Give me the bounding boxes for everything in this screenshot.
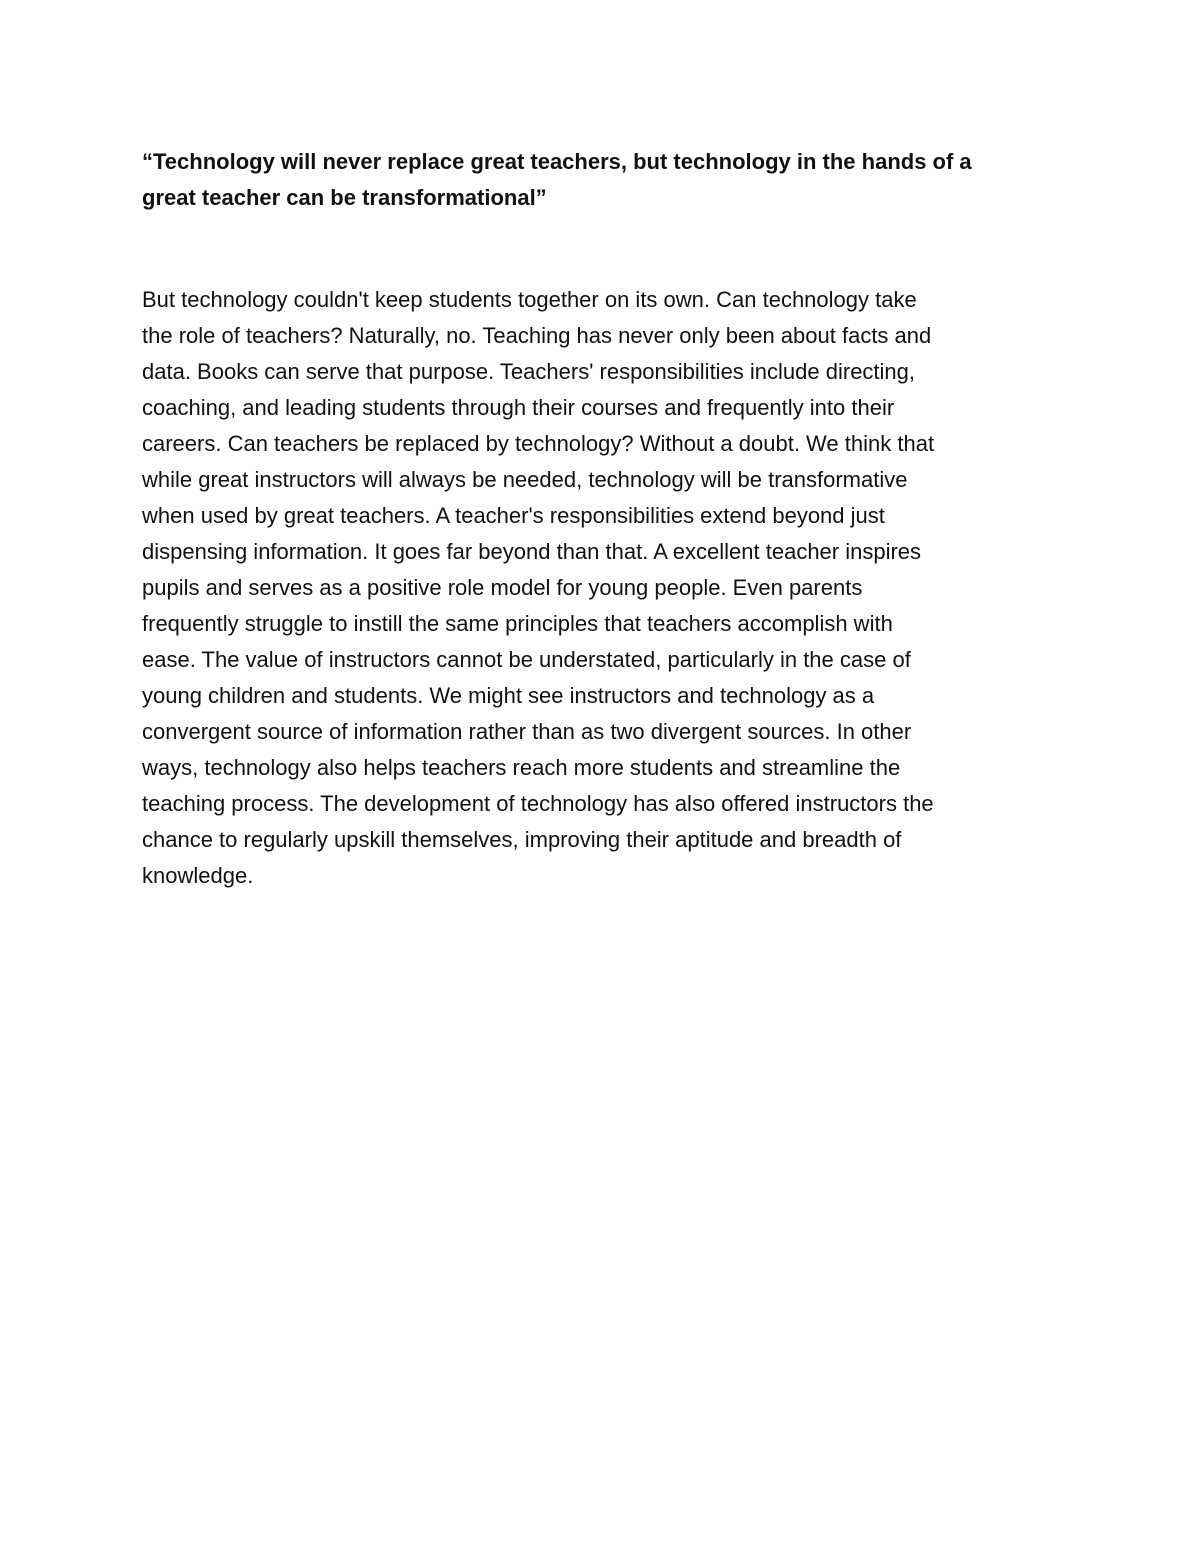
quote-title-line-2: great teacher can be transformational” [142, 185, 547, 210]
paragraph-line: coaching, and leading students through their courses and frequently into their [142, 395, 895, 420]
paragraph-line: while great instructors will always be needed, technology will be transformative [142, 467, 908, 492]
paragraph-line: the role of teachers? Naturally, no. Teaching has never only been about facts and [142, 323, 932, 348]
paragraph-line: chance to regularly upskill themselves, improving their aptitude and breadth of [142, 827, 902, 852]
paragraph-line: dispensing information. It goes far beyond than that. A excellent teacher inspires [142, 539, 922, 564]
quote-title-line-1: “Technology will never replace great teachers, but technology in the hands of a [142, 149, 972, 174]
paragraph-line: ways, technology also helps teachers reach more students and streamline the [142, 755, 901, 780]
paragraph-line: But technology couldn't keep students together on its own. Can technology take [142, 287, 917, 312]
paragraph-line: frequently struggle to instill the same principles that teachers accomplish with [142, 611, 893, 636]
paragraph-line: careers. Can teachers be replaced by technology? Without a doubt. We think that [142, 431, 935, 456]
paragraph-line: ease. The value of instructors cannot be understated, particularly in the case of [142, 647, 911, 672]
paragraph-line: knowledge. [142, 863, 254, 888]
paragraph-line: teaching process. The development of technology has also offered instructors the [142, 791, 934, 816]
paragraph-line: young children and students. We might see instructors and technology as a [142, 683, 875, 708]
paragraph-line: convergent source of information rather than as two divergent sources. In other [142, 719, 912, 744]
paragraph-line: data. Books can serve that purpose. Teachers' responsibilities include directing, [142, 359, 916, 384]
paragraph-line: pupils and serves as a positive role model for young people. Even parents [142, 575, 863, 600]
paragraph-line: when used by great teachers. A teacher's responsibilities extend beyond just [142, 503, 885, 528]
